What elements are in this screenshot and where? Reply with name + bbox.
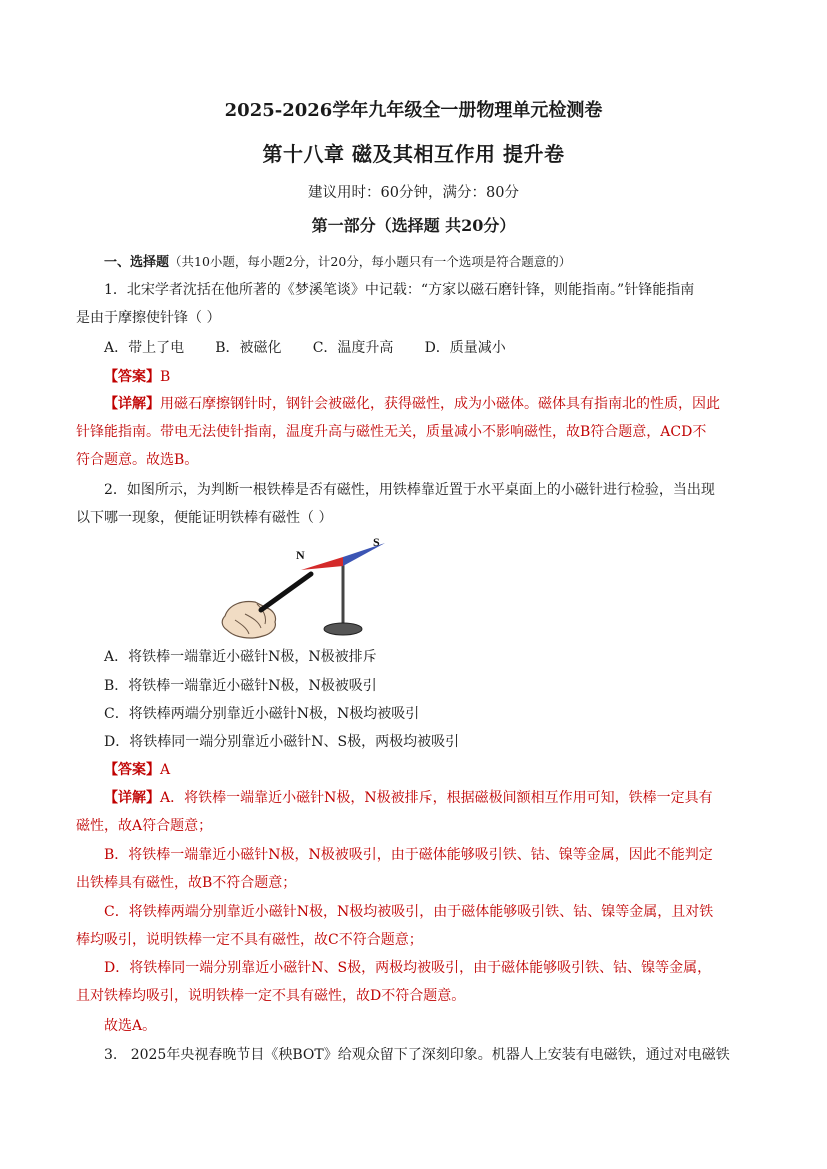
q2-detail-a-line-2: 磁性，故A符合题意；	[76, 818, 213, 834]
q1-answer-label: 【答案】	[104, 369, 160, 385]
needle-label-s: S	[373, 535, 380, 549]
time-info: 建议用时：60分钟，满分：80分	[308, 185, 519, 201]
q1-stem-line-1: 1．北宋学者沈括在他所著的《梦溪笔谈》中记载：“方家以磁石磨针锋，则能指南。”针锋能指南	[104, 282, 695, 298]
q2-answer	[104, 760, 170, 780]
exam-title: 2025-2026学年九年级全一册物理单元检测卷	[224, 100, 603, 121]
q1-detail-label: 【详解】	[104, 396, 160, 412]
section-heading	[104, 252, 571, 273]
needle-label-n: N	[296, 548, 305, 562]
q2-option-c: C．将铁棒两端分别靠近小磁针N极，N极均被吸引	[104, 706, 420, 722]
iron-rod	[261, 574, 311, 610]
q1-detail-line-3: 符合题意。故选B。	[76, 452, 199, 468]
q2-option-b: B．将铁棒一端靠近小磁针N极，N极被吸引	[104, 678, 377, 694]
q3-stem-line-1: 3. 2025年央视春晚节目《秧BOT》给观众留下了深刻印象。机器人上安装有电磁铁，通过对电磁铁	[104, 1047, 730, 1063]
q2-option-a: A．将铁棒一端靠近小磁针N极，N极被排斥	[104, 649, 377, 665]
compass-base	[324, 623, 362, 635]
q2-conclusion: 故选A。	[104, 1018, 157, 1034]
section-note: （共10小题，每小题2分，计20分，每小题只有一个选项是符合题意的）	[169, 254, 572, 269]
q1-detail-line-2: 针锋能指南。带电无法使针指南，温度升高与磁性无关，质量减小不影响磁性，故B符合题意，ACD不	[76, 424, 707, 440]
q2-option-d: D．将铁棒同一端分别靠近小磁针N、S极，两极均被吸引	[104, 734, 460, 750]
q2-detail-b-line-2: 出铁棒具有磁性，故B不符合题意；	[76, 875, 297, 891]
q2-detail-d-line-1: D．将铁棒同一端分别靠近小磁针N、S极，两极均被吸引，由于磁体能够吸引铁、钴、镍等金属，	[104, 960, 712, 976]
q2-detail-c-line-2: 棒均吸引，说明铁棒一定不具有磁性，故C不符合题意；	[76, 932, 423, 948]
q1-stem-line-2: 是由于摩擦使针锋（ ）	[76, 310, 221, 326]
q1-detail-text: 用磁石摩擦钢针时，钢针会被磁化，获得磁性，成为小磁体。磁体具有指南北的性质，因此	[160, 396, 720, 412]
q2-stem-line-1: 2．如图所示，为判断一根铁棒是否有磁性，用铁棒靠近置于水平桌面上的小磁针进行检验，当出现	[104, 482, 715, 498]
part-title: 第一部分（选择题 共20分）	[311, 216, 516, 235]
compass-figure	[215, 530, 395, 642]
q2-stem-line-2: 以下哪一现象，便能证明铁棒有磁性（ ）	[76, 510, 333, 526]
q2-detail-b-line-1: B．将铁棒一端靠近小磁针N极，N极被吸引，由于磁体能够吸引铁、钴、镍等金属，因此不能判定	[104, 847, 713, 863]
q2-detail-label: 【详解】	[104, 790, 160, 806]
q1-detail-line-1	[104, 394, 720, 414]
chapter-title: 第十八章 磁及其相互作用 提升卷	[262, 142, 565, 166]
section-label: 一、选择题	[104, 255, 170, 270]
q1-answer	[104, 367, 170, 387]
q2-detail-d-line-2: 且对铁棒均吸引，说明铁棒一定不具有磁性，故D不符合题意。	[76, 988, 466, 1004]
q1-options: A．带上了电 B．被磁化 C．温度升高 D．质量减小	[104, 340, 506, 356]
q2-detail-a-line-1	[104, 788, 713, 808]
q1-answer-value: B	[160, 369, 171, 385]
q2-answer-value: A	[160, 762, 171, 778]
needle-north-half	[301, 557, 343, 570]
q2-answer-label: 【答案】	[104, 762, 160, 778]
q2-detail-c-line-1: C．将铁棒两端分别靠近小磁针N极，N极均被吸引，由于磁体能够吸引铁、钴、镍等金属，且对铁	[104, 904, 714, 920]
q2-detail-a-text: A．将铁棒一端靠近小磁针N极，N极被排斥，根据磁极间额相互作用可知，铁棒一定具有	[160, 790, 713, 806]
